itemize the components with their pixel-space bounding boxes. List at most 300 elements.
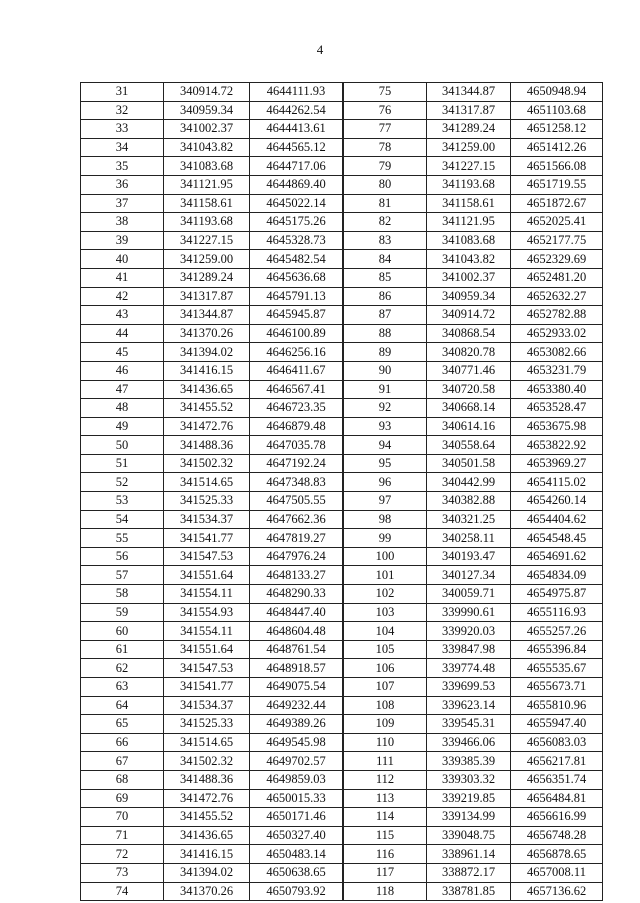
x-coordinate-cell: 341554.11 [164,585,250,604]
x-coordinate-cell: 341416.15 [164,361,250,380]
table-row [344,566,603,585]
x-coordinate-cell: 341121.95 [164,175,250,194]
y-coordinate-cell: 4649859.03 [250,770,343,789]
y-coordinate-cell: 4644111.93 [250,83,343,102]
point-number-cell: 102 [344,585,427,604]
table-row [344,585,603,604]
y-coordinate-cell: 4649702.57 [250,752,343,771]
table-row [344,789,603,808]
table-row [81,696,343,715]
y-coordinate-cell: 4649545.98 [250,733,343,752]
point-number-cell: 63 [81,678,164,697]
y-coordinate-cell: 4656484.81 [511,789,603,808]
x-coordinate-cell: 341158.61 [164,194,250,213]
x-coordinate-cell: 339385.39 [427,752,511,771]
table-row [81,659,343,678]
point-number-cell: 62 [81,659,164,678]
y-coordinate-cell: 4646100.89 [250,324,343,343]
x-coordinate-cell: 341317.87 [164,287,250,306]
x-coordinate-cell: 339774.48 [427,659,511,678]
x-coordinate-cell: 339134.99 [427,808,511,827]
table-row [81,417,343,436]
y-coordinate-cell: 4656351.74 [511,770,603,789]
x-coordinate-cell: 340558.64 [427,436,511,455]
y-coordinate-cell: 4645022.14 [250,194,343,213]
y-coordinate-cell: 4651566.08 [511,157,603,176]
x-coordinate-cell: 341472.76 [164,789,250,808]
table-row [81,194,343,213]
x-coordinate-cell: 341158.61 [427,194,511,213]
y-coordinate-cell: 4645328.73 [250,231,343,250]
x-coordinate-cell: 341551.64 [164,640,250,659]
y-coordinate-cell: 4653082.66 [511,343,603,362]
point-number-cell: 66 [81,733,164,752]
x-coordinate-cell: 339466.06 [427,733,511,752]
table-row [81,306,343,325]
point-number-cell: 31 [81,83,164,102]
point-number-cell: 71 [81,826,164,845]
point-number-cell: 56 [81,547,164,566]
point-number-cell: 41 [81,268,164,287]
x-coordinate-cell: 341002.37 [164,120,250,139]
y-coordinate-cell: 4647035.78 [250,436,343,455]
y-coordinate-cell: 4653969.27 [511,454,603,473]
table-row [344,882,603,901]
y-coordinate-cell: 4654115.02 [511,473,603,492]
x-coordinate-cell: 341455.52 [164,399,250,418]
y-coordinate-cell: 4651872.67 [511,194,603,213]
point-number-cell: 87 [344,306,427,325]
x-coordinate-cell: 341083.68 [427,231,511,250]
point-number-cell: 84 [344,250,427,269]
x-coordinate-cell: 341488.36 [164,770,250,789]
y-coordinate-cell: 4650948.94 [511,83,603,102]
table-row [344,492,603,511]
y-coordinate-cell: 4652782.88 [511,306,603,325]
table-row [81,845,343,864]
y-coordinate-cell: 4646256.16 [250,343,343,362]
x-coordinate-cell: 340820.78 [427,343,511,362]
x-coordinate-cell: 341083.68 [164,157,250,176]
point-number-cell: 109 [344,715,427,734]
table-row [344,436,603,455]
table-row [344,696,603,715]
table-row [81,343,343,362]
y-coordinate-cell: 4648133.27 [250,566,343,585]
table-row [344,287,603,306]
point-number-cell: 46 [81,361,164,380]
table-row [81,715,343,734]
x-coordinate-cell: 339920.03 [427,622,511,641]
point-number-cell: 73 [81,863,164,882]
y-coordinate-cell: 4651412.26 [511,138,603,157]
table-row [344,120,603,139]
y-coordinate-cell: 4653822.92 [511,436,603,455]
table-row [81,826,343,845]
y-coordinate-cell: 4644413.61 [250,120,343,139]
table-row [81,454,343,473]
y-coordinate-cell: 4656217.81 [511,752,603,771]
x-coordinate-cell: 340868.54 [427,324,511,343]
point-number-cell: 57 [81,566,164,585]
y-coordinate-cell: 4654548.45 [511,529,603,548]
y-coordinate-cell: 4645636.68 [250,268,343,287]
point-number-cell: 94 [344,436,427,455]
y-coordinate-cell: 4651719.55 [511,175,603,194]
point-number-cell: 95 [344,454,427,473]
table-row [81,789,343,808]
point-number-cell: 90 [344,361,427,380]
table-row [344,770,603,789]
y-coordinate-cell: 4656616.99 [511,808,603,827]
point-number-cell: 48 [81,399,164,418]
point-number-cell: 82 [344,213,427,232]
table-row [344,417,603,436]
table-row [344,306,603,325]
y-coordinate-cell: 4651103.68 [511,101,603,120]
x-coordinate-cell: 341317.87 [427,101,511,120]
x-coordinate-cell: 341394.02 [164,343,250,362]
point-number-cell: 49 [81,417,164,436]
point-number-cell: 115 [344,826,427,845]
table-row [81,733,343,752]
table-row [81,585,343,604]
point-number-cell: 36 [81,175,164,194]
point-number-cell: 81 [344,194,427,213]
point-number-cell: 34 [81,138,164,157]
point-number-cell: 85 [344,268,427,287]
table-row [81,752,343,771]
table-row [81,473,343,492]
table-row [344,83,603,102]
point-number-cell: 50 [81,436,164,455]
x-coordinate-cell: 339699.53 [427,678,511,697]
x-coordinate-cell: 341502.32 [164,752,250,771]
point-number-cell: 75 [344,83,427,102]
point-number-cell: 33 [81,120,164,139]
point-number-cell: 37 [81,194,164,213]
point-number-cell: 86 [344,287,427,306]
y-coordinate-cell: 4644565.12 [250,138,343,157]
x-coordinate-cell: 340720.58 [427,380,511,399]
table-row [344,138,603,157]
point-number-cell: 97 [344,492,427,511]
table-row [81,120,343,139]
table-row [81,324,343,343]
x-coordinate-cell: 340127.34 [427,566,511,585]
y-coordinate-cell: 4650483.14 [250,845,343,864]
y-coordinate-cell: 4647348.83 [250,473,343,492]
y-coordinate-cell: 4650327.40 [250,826,343,845]
x-coordinate-cell: 341554.93 [164,603,250,622]
point-number-cell: 40 [81,250,164,269]
table-row [81,622,343,641]
table-row [81,882,343,901]
table-row [81,492,343,511]
table-row [81,361,343,380]
x-coordinate-cell: 341289.24 [164,268,250,287]
x-coordinate-cell: 340193.47 [427,547,511,566]
point-number-cell: 35 [81,157,164,176]
table-row [344,678,603,697]
point-number-cell: 45 [81,343,164,362]
point-number-cell: 92 [344,399,427,418]
table-row [81,808,343,827]
point-number-cell: 76 [344,101,427,120]
x-coordinate-cell: 340914.72 [164,83,250,102]
y-coordinate-cell: 4646879.48 [250,417,343,436]
point-number-cell: 58 [81,585,164,604]
y-coordinate-cell: 4645945.87 [250,306,343,325]
x-coordinate-cell: 339545.31 [427,715,511,734]
point-number-cell: 105 [344,640,427,659]
y-coordinate-cell: 4654260.14 [511,492,603,511]
table-row [81,287,343,306]
x-coordinate-cell: 340501.58 [427,454,511,473]
point-number-cell: 98 [344,510,427,529]
table-row [344,194,603,213]
table-row [81,863,343,882]
point-number-cell: 72 [81,845,164,864]
point-number-cell: 110 [344,733,427,752]
x-coordinate-cell: 340959.34 [427,287,511,306]
y-coordinate-cell: 4650793.92 [250,882,343,901]
table-row [344,343,603,362]
table-row [81,399,343,418]
y-coordinate-cell: 4656083.03 [511,733,603,752]
table-row [81,529,343,548]
x-coordinate-cell: 340382.88 [427,492,511,511]
x-coordinate-cell: 340442.99 [427,473,511,492]
y-coordinate-cell: 4646567.41 [250,380,343,399]
y-coordinate-cell: 4648447.40 [250,603,343,622]
x-coordinate-cell: 341502.32 [164,454,250,473]
point-number-cell: 51 [81,454,164,473]
x-coordinate-cell: 341472.76 [164,417,250,436]
table-row [81,547,343,566]
x-coordinate-cell: 341002.37 [427,268,511,287]
x-coordinate-cell: 341488.36 [164,436,250,455]
x-coordinate-cell: 340914.72 [427,306,511,325]
x-coordinate-cell: 340959.34 [164,101,250,120]
x-coordinate-cell: 341525.33 [164,492,250,511]
x-coordinate-cell: 341193.68 [427,175,511,194]
point-number-cell: 80 [344,175,427,194]
table-row [344,659,603,678]
x-coordinate-cell: 340258.11 [427,529,511,548]
table-row [81,436,343,455]
y-coordinate-cell: 4654404.62 [511,510,603,529]
table-row [81,250,343,269]
x-coordinate-cell: 341043.82 [164,138,250,157]
x-coordinate-cell: 341227.15 [164,231,250,250]
x-coordinate-cell: 341344.87 [427,83,511,102]
point-number-cell: 89 [344,343,427,362]
y-coordinate-cell: 4649075.54 [250,678,343,697]
point-number-cell: 108 [344,696,427,715]
point-number-cell: 44 [81,324,164,343]
y-coordinate-cell: 4653231.79 [511,361,603,380]
y-coordinate-cell: 4647192.24 [250,454,343,473]
table-row [81,157,343,176]
point-number-cell: 114 [344,808,427,827]
point-number-cell: 91 [344,380,427,399]
y-coordinate-cell: 4646723.35 [250,399,343,418]
point-number-cell: 43 [81,306,164,325]
x-coordinate-cell: 341514.65 [164,473,250,492]
point-number-cell: 38 [81,213,164,232]
x-coordinate-cell: 341547.53 [164,547,250,566]
point-number-cell: 64 [81,696,164,715]
table-row [344,101,603,120]
x-coordinate-cell: 341227.15 [427,157,511,176]
x-coordinate-cell: 338961.14 [427,845,511,864]
y-coordinate-cell: 4655257.26 [511,622,603,641]
coordinates-table-left [80,82,343,901]
point-number-cell: 83 [344,231,427,250]
table-row [344,324,603,343]
x-coordinate-cell: 341534.37 [164,510,250,529]
y-coordinate-cell: 4646411.67 [250,361,343,380]
y-coordinate-cell: 4648290.33 [250,585,343,604]
table-row [344,529,603,548]
table-row [81,268,343,287]
y-coordinate-cell: 4644869.40 [250,175,343,194]
y-coordinate-cell: 4647819.27 [250,529,343,548]
y-coordinate-cell: 4647505.55 [250,492,343,511]
x-coordinate-cell: 341289.24 [427,120,511,139]
table-row [344,157,603,176]
x-coordinate-cell: 339990.61 [427,603,511,622]
table-row [344,808,603,827]
y-coordinate-cell: 4656748.28 [511,826,603,845]
point-number-cell: 55 [81,529,164,548]
point-number-cell: 112 [344,770,427,789]
point-number-cell: 42 [81,287,164,306]
point-number-cell: 32 [81,101,164,120]
table-row [81,510,343,529]
page-number: 4 [316,42,324,57]
table-row [344,826,603,845]
x-coordinate-cell: 341534.37 [164,696,250,715]
x-coordinate-cell: 341370.26 [164,882,250,901]
x-coordinate-cell: 341043.82 [427,250,511,269]
table-row [344,213,603,232]
point-number-cell: 106 [344,659,427,678]
y-coordinate-cell: 4648761.54 [250,640,343,659]
y-coordinate-cell: 4653528.47 [511,399,603,418]
x-coordinate-cell: 338872.17 [427,863,511,882]
y-coordinate-cell: 4653380.40 [511,380,603,399]
table-row [344,715,603,734]
table-row [81,640,343,659]
table-row [81,175,343,194]
table-row [81,566,343,585]
y-coordinate-cell: 4645791.13 [250,287,343,306]
y-coordinate-cell: 4644262.54 [250,101,343,120]
point-number-cell: 68 [81,770,164,789]
point-number-cell: 111 [344,752,427,771]
x-coordinate-cell: 339847.98 [427,640,511,659]
y-coordinate-cell: 4655947.40 [511,715,603,734]
x-coordinate-cell: 341370.26 [164,324,250,343]
y-coordinate-cell: 4652481.20 [511,268,603,287]
x-coordinate-cell: 340668.14 [427,399,511,418]
y-coordinate-cell: 4654975.87 [511,585,603,604]
point-number-cell: 39 [81,231,164,250]
y-coordinate-cell: 4650015.33 [250,789,343,808]
x-coordinate-cell: 340614.16 [427,417,511,436]
point-number-cell: 100 [344,547,427,566]
y-coordinate-cell: 4655116.93 [511,603,603,622]
y-coordinate-cell: 4652933.02 [511,324,603,343]
point-number-cell: 96 [344,473,427,492]
y-coordinate-cell: 4647976.24 [250,547,343,566]
x-coordinate-cell: 341541.77 [164,529,250,548]
x-coordinate-cell: 341525.33 [164,715,250,734]
table-row [81,101,343,120]
table-row [344,733,603,752]
y-coordinate-cell: 4649232.44 [250,696,343,715]
point-number-cell: 104 [344,622,427,641]
y-coordinate-cell: 4655535.67 [511,659,603,678]
y-coordinate-cell: 4650171.46 [250,808,343,827]
point-number-cell: 69 [81,789,164,808]
y-coordinate-cell: 4650638.65 [250,863,343,882]
table-row [344,250,603,269]
x-coordinate-cell: 340321.25 [427,510,511,529]
x-coordinate-cell: 341193.68 [164,213,250,232]
point-number-cell: 70 [81,808,164,827]
table-row [344,175,603,194]
x-coordinate-cell: 339219.85 [427,789,511,808]
x-coordinate-cell: 339303.32 [427,770,511,789]
point-number-cell: 77 [344,120,427,139]
point-number-cell: 60 [81,622,164,641]
table-row [344,640,603,659]
point-number-cell: 52 [81,473,164,492]
x-coordinate-cell: 341394.02 [164,863,250,882]
table-row [344,231,603,250]
x-coordinate-cell: 341455.52 [164,808,250,827]
point-number-cell: 103 [344,603,427,622]
y-coordinate-cell: 4645175.26 [250,213,343,232]
point-number-cell: 61 [81,640,164,659]
y-coordinate-cell: 4648604.48 [250,622,343,641]
point-number-cell: 53 [81,492,164,511]
x-coordinate-cell: 341541.77 [164,678,250,697]
y-coordinate-cell: 4654691.62 [511,547,603,566]
point-number-cell: 117 [344,863,427,882]
x-coordinate-cell: 341436.65 [164,826,250,845]
table-row [81,770,343,789]
y-coordinate-cell: 4649389.26 [250,715,343,734]
table-row [344,361,603,380]
x-coordinate-cell: 340059.71 [427,585,511,604]
point-number-cell: 47 [81,380,164,399]
point-number-cell: 99 [344,529,427,548]
point-number-cell: 74 [81,882,164,901]
point-number-cell: 88 [344,324,427,343]
y-coordinate-cell: 4653675.98 [511,417,603,436]
table-row [344,863,603,882]
point-number-cell: 78 [344,138,427,157]
x-coordinate-cell: 341121.95 [427,213,511,232]
y-coordinate-cell: 4648918.57 [250,659,343,678]
x-coordinate-cell: 341551.64 [164,566,250,585]
point-number-cell: 54 [81,510,164,529]
table-row [344,399,603,418]
